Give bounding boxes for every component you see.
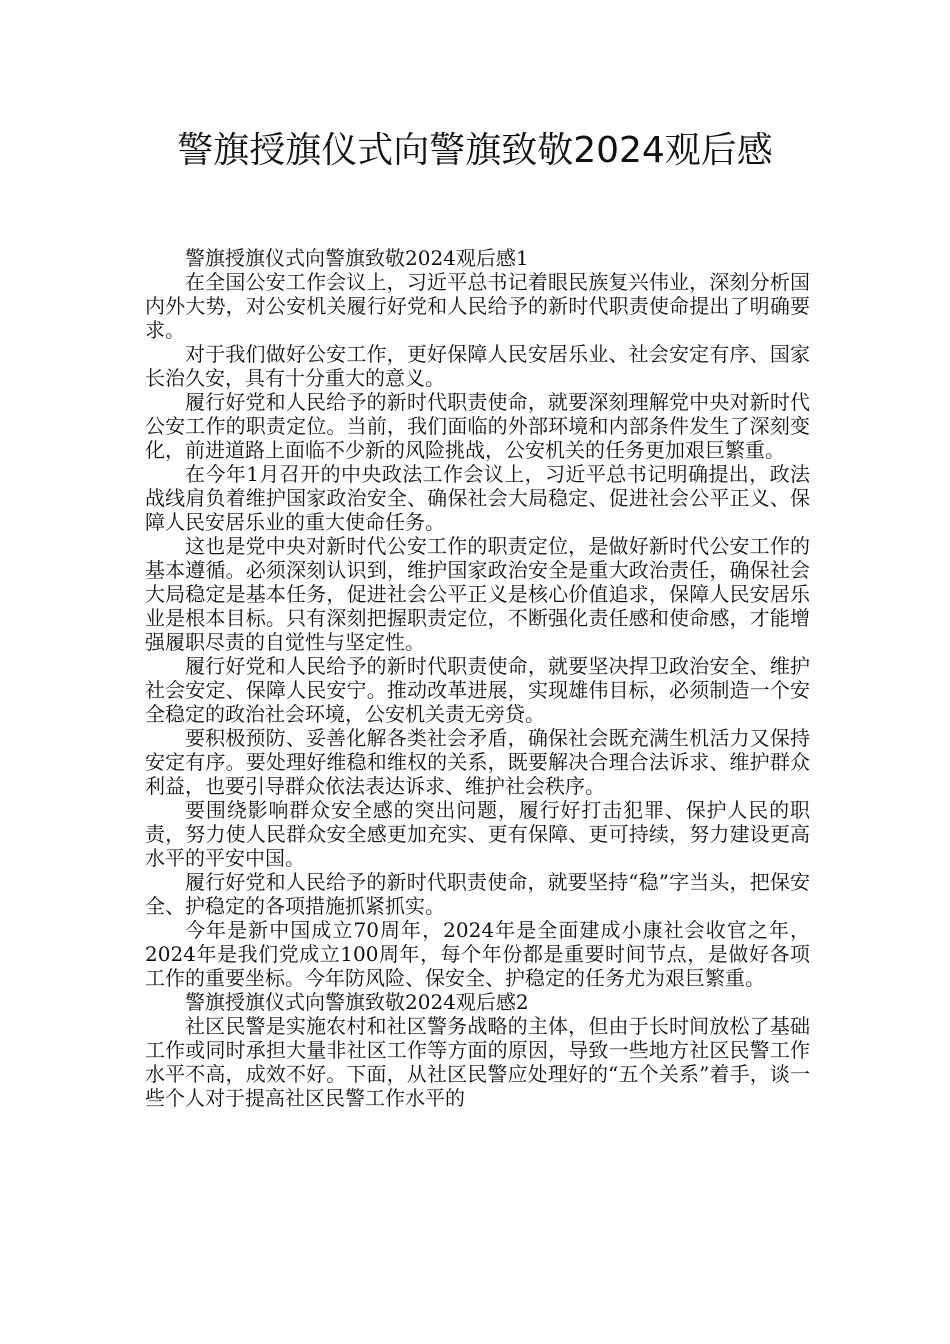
- paragraph: 要围绕影响群众安全感的突出问题，履行好打击犯罪、保护人民的职责，努力使人民群众安全感更加充实、更有保障、更可持续，努力建设更高水平的平安中国。: [145, 798, 810, 870]
- paragraph: 在今年1月召开的中央政法工作会议上，习近平总书记明确提出，政法战线肩负着维护国家政治安全、确保社会大局稳定、促进社会公平正义、保障人民安居乐业的重大使命任务。: [145, 462, 810, 534]
- paragraph: 在全国公安工作会议上，习近平总书记着眼民族复兴伟业，深刻分析国内外大势，对公安机关履行好党和人民给予的新时代职责使命提出了明确要求。: [145, 270, 810, 342]
- paragraph: 履行好党和人民给予的新时代职责使命，就要坚持“稳”字当头，把保安全、护稳定的各项措施抓紧抓实。: [145, 870, 810, 918]
- paragraph: 履行好党和人民给予的新时代职责使命，就要深刻理解党中央对新时代公安工作的职责定位。当前，我们面临的外部环境和内部条件发生了深刻变化，前进道路上面临不少新的风险挑战，公安机关的任务更加艰巨繁重。: [145, 390, 810, 462]
- paragraph: 要积极预防、妥善化解各类社会矛盾，确保社会既充满生机活力又保持安定有序。要处理好维稳和维权的关系，既要解决合理合法诉求、维护群众利益，也要引导群众依法表达诉求、维护社会秩序。: [145, 726, 810, 798]
- document-body: [145, 246, 810, 1110]
- section-heading-1: 警旗授旗仪式向警旗致敬2024观后感1: [185, 246, 529, 270]
- paragraph: 社区民警是实施农村和社区警务战略的主体，但由于长时间放松了基础工作或同时承担大量非社区工作等方面的原因，导致一些地方社区民警工作水平不高，成效不好。下面，从社区民警应处理好的“五个关系”着手，谈一些个人对于提高社区民警工作水平的: [145, 1014, 810, 1110]
- paragraph: 今年是新中国成立70周年，2024年是全面建成小康社会收官之年，2024年是我们党成立100周年，每个年份都是重要时间节点，是做好各项工作的重要坐标。今年防风险、保安全、护稳定的任务尤为艰巨繁重。: [145, 918, 810, 990]
- section-heading-2: 警旗授旗仪式向警旗致敬2024观后感2: [185, 990, 529, 1014]
- paragraph: 履行好党和人民给予的新时代职责使命，就要坚决捍卫政治安全、维护社会安定、保障人民安宁。推动改革进展，实现雄伟目标，必须制造一个安全稳定的政治社会环境，公安机关责无旁贷。: [145, 654, 810, 726]
- document-title: 警旗授旗仪式向警旗致敬2024观后感: [177, 130, 773, 171]
- paragraph: 这也是党中央对新时代公安工作的职责定位，是做好新时代公安工作的基本遵循。必须深刻认识到，维护国家政治安全是重大政治责任，确保社会大局稳定是基本任务，促进社会公平正义是核心价值追求，保障人民安居乐业是根本目标。只有深刻把握职责定位，不断强化责任感和使命感，才能增强履职尽责的自觉性与坚定性。: [145, 534, 810, 654]
- paragraph: 对于我们做好公安工作，更好保障人民安居乐业、社会安定有序、国家长治久安，具有十分重大的意义。: [145, 342, 810, 390]
